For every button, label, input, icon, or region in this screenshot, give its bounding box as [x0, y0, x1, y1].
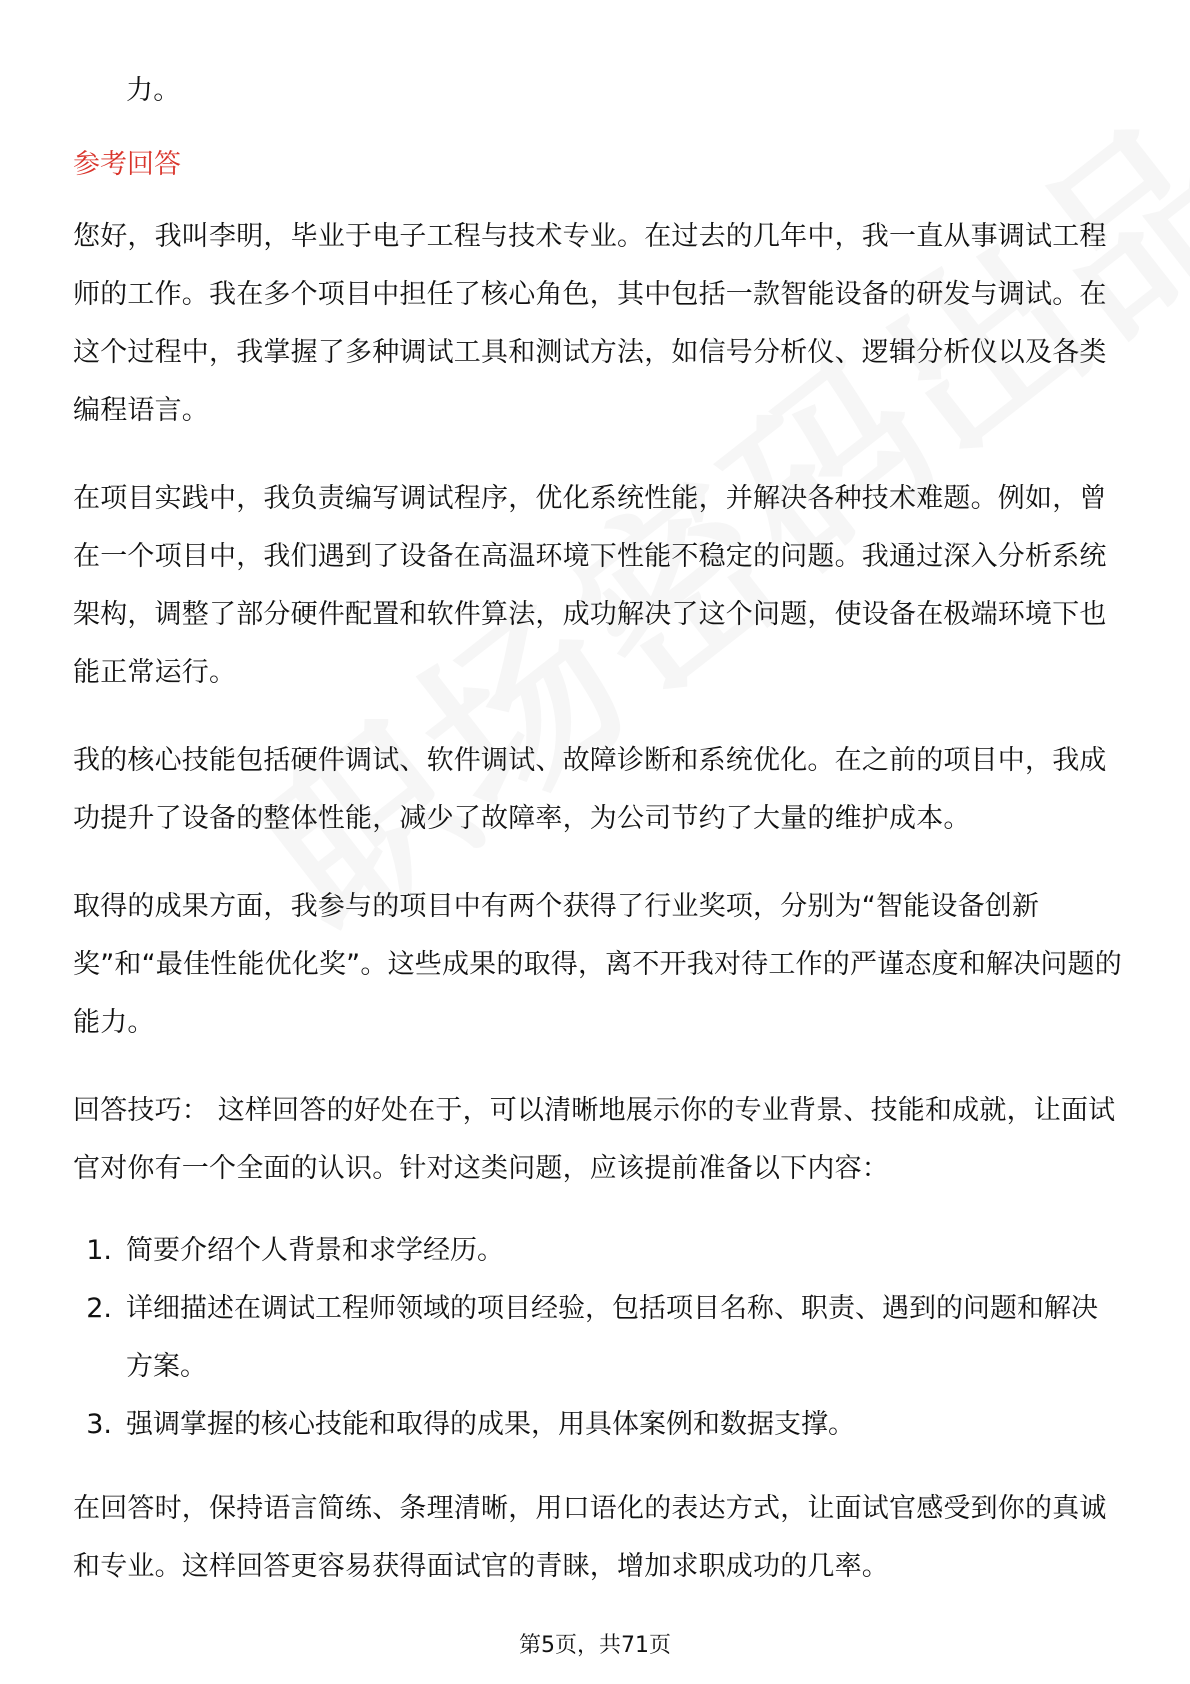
list-text: 简要介绍个人背景和求学经历。: [126, 1235, 504, 1266]
document-body: [73, 62, 1123, 1626]
paragraph-core-skills: 我的核心技能包括硬件调试、软件调试、故障诊断和系统优化。在之前的项目中，我成功提升了设备的整体性能，减少了故障率，为公司节约了大量的维护成本。: [73, 745, 1107, 834]
list-number: 2.: [86, 1293, 112, 1324]
paragraph-background: 您好，我叫李明，毕业于电子工程与技术专业。在过去的几年中，我一直从事调试工程师的工作。我在多个项目中担任了核心角色，其中包括一款智能设备的研发与调试。在这个过程中，我掌握了多种调试工具和测试方法，如信号分析仪、逻辑分析仪以及各类编程语言。: [73, 221, 1107, 426]
paragraph-project-practice: 在项目实践中，我负责编写调试程序，优化系统性能，并解决各种技术难题。例如，曾在一个项目中，我们遇到了设备在高温环境下性能不稳定的问题。我通过深入分析系统架构，调整了部分硬件配置和软件算法，成功解决了这个问题，使设备在极端环境下也能正常运行。: [73, 483, 1107, 688]
page-number: 第5页，共71页: [519, 1633, 671, 1658]
list-text: 详细描述在调试工程师领域的项目经验，包括项目名称、职责、遇到的问题和解决方案。: [126, 1293, 1098, 1382]
intro-fragment: 力。: [126, 75, 181, 106]
list-item: [73, 1280, 1123, 1396]
paragraph-answer-tips: 回答技巧： 这样回答的好处在于，可以清晰地展示你的专业背景、技能和成就，让面试官对你有一个全面的认识。针对这类问题，应该提前准备以下内容：: [73, 1095, 1116, 1184]
list-text: 强调掌握的核心技能和取得的成果，用具体案例和数据支撑。: [126, 1409, 855, 1440]
list-number: 1.: [86, 1235, 112, 1266]
list-number: 3.: [86, 1409, 112, 1440]
paragraph-achievements: 取得的成果方面，我参与的项目中有两个获得了行业奖项，分别为“智能设备创新奖”和“最佳性能优化奖”。这些成果的取得，离不开我对待工作的严谨态度和解决问题的能力。: [73, 891, 1122, 1038]
list-item: [73, 1222, 1123, 1280]
section-title: 参考回答: [73, 149, 181, 180]
list-item: [73, 1396, 1123, 1454]
tips-list: [73, 1222, 1123, 1454]
paragraph-closing: 在回答时，保持语言简练、条理清晰，用口语化的表达方式，让面试官感受到你的真诚和专业。这样回答更容易获得面试官的青睐，增加求职成功的几率。: [73, 1493, 1107, 1582]
